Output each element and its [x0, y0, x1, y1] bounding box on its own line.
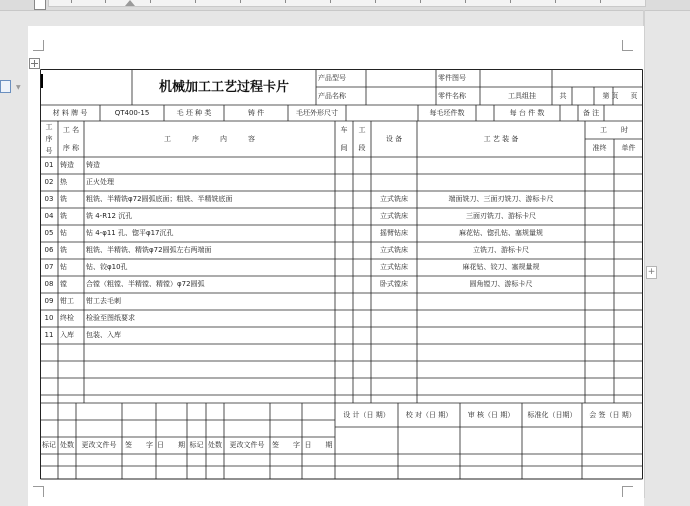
- sign-col-label: 处数: [60, 441, 74, 449]
- col-content: 工 序 内 容: [164, 134, 255, 143]
- blank-dim-label: 毛坯外形尺寸: [296, 108, 338, 117]
- proofread-label: 校 对（日 期）: [405, 410, 453, 419]
- process-no: 08: [44, 280, 54, 288]
- material-grade-label: 材 料 牌 号: [52, 108, 88, 117]
- crop-mark: [33, 40, 44, 51]
- process-equipment: 摇臂钻床: [380, 229, 408, 237]
- blank-type-value: 铸 件: [247, 108, 265, 117]
- process-content: 包装、入库: [86, 331, 121, 339]
- process-tooling: 立铣刀、游标卡尺: [473, 246, 529, 254]
- process-tooling: 麻花钻、铰刀、塞规量规: [462, 263, 540, 271]
- col-section-2: 段: [358, 143, 366, 152]
- remark-label: 备 注: [582, 108, 600, 117]
- col-process-name-1: 工 名: [62, 125, 80, 134]
- process-content: 检验至图纸要求: [86, 314, 135, 322]
- col-man-hours: 工 时: [600, 125, 628, 134]
- col-process-name-2: 序 称: [62, 143, 80, 152]
- process-name: 热: [60, 178, 67, 186]
- process-tooling: [417, 327, 585, 344]
- sign-col-label: 处数: [208, 441, 222, 449]
- document-icon[interactable]: [0, 80, 11, 93]
- process-equipment: 立式铣床: [380, 195, 408, 203]
- part-drawing-no-label: 零件图号: [438, 73, 466, 82]
- process-name: 钻: [60, 229, 67, 237]
- table-move-handle-icon[interactable]: [29, 58, 40, 69]
- sign-col-label: 标记: [189, 441, 204, 449]
- product-model-label: 产品型号: [318, 73, 346, 82]
- process-equipment: 立式钻床: [380, 263, 408, 271]
- col-workshop-1: 车: [340, 125, 348, 134]
- col-process-no-3: 号: [45, 146, 53, 155]
- process-name: 钳工: [60, 297, 74, 305]
- col-section-1: 工: [358, 125, 366, 134]
- process-content: 合镗（粗镗、半精镗、精镗）φ72圆弧: [86, 280, 205, 288]
- process-content: 钻 4-φ11 孔、锪平φ17沉孔: [86, 229, 174, 237]
- part-name-label: 零件名称: [438, 91, 466, 100]
- process-no: 10: [44, 314, 54, 322]
- total-pages-label: 共: [559, 91, 567, 100]
- process-tooling: [417, 310, 585, 327]
- col-process-no-1: 工: [45, 122, 53, 131]
- process-equipment: 立式铣床: [380, 246, 408, 254]
- process-name: 入库: [60, 331, 74, 339]
- process-name: 铣: [60, 246, 67, 254]
- process-no: 02: [44, 178, 54, 186]
- pieces-per-blank-label: 每毛坯件数: [429, 108, 465, 117]
- process-content: 粗铣、半精铣φ72圆弧底面；粗铣、半精铣底面: [86, 195, 233, 203]
- crop-mark: [622, 486, 633, 497]
- process-content: 正火处理: [86, 178, 114, 186]
- product-name-label: 产品名称: [318, 91, 346, 100]
- indent-marker-icon[interactable]: [125, 0, 135, 6]
- process-name: 镗: [60, 280, 67, 288]
- process-tooling: 三面刃铣刀、游标卡尺: [466, 212, 536, 220]
- col-workshop-2: 间: [340, 143, 348, 152]
- blank-type-label: 毛 坯 种 类: [176, 108, 212, 117]
- process-equipment: 立式铣床: [380, 212, 408, 220]
- sign-col-label: 更改文件号: [81, 441, 117, 449]
- process-equipment: 卧式镗床: [380, 280, 408, 288]
- add-column-icon[interactable]: [646, 266, 657, 279]
- design-label: 设 计（日 期）: [343, 410, 390, 419]
- process-no: 05: [44, 229, 54, 237]
- sign-col-label: 日 期: [304, 441, 333, 449]
- col-equipment: 设 备: [385, 134, 403, 143]
- part-name-value: 工具组挂: [508, 91, 536, 100]
- process-tooling: [417, 157, 585, 174]
- process-equipment: [371, 174, 417, 191]
- standardize-label: 标准化（日期）: [527, 410, 577, 419]
- sign-col-label: 日 期: [157, 441, 185, 449]
- process-tooling: 端面铣刀、三面刃铣刀、游标卡尺: [448, 195, 554, 203]
- process-no: 11: [44, 331, 54, 339]
- text-cursor: [41, 74, 43, 88]
- total-pages-unit: 页: [611, 91, 619, 100]
- process-content: 钳工去毛刺: [86, 297, 121, 305]
- process-name: 钻: [60, 263, 67, 271]
- pieces-per-unit-label: 每 台 件 数: [509, 108, 545, 117]
- process-equipment: [371, 310, 417, 327]
- home-icon[interactable]: [34, 0, 46, 10]
- process-name: 终检: [60, 314, 74, 322]
- card-title: 机械加工工艺过程卡片: [158, 79, 289, 95]
- process-no: 03: [44, 195, 54, 203]
- process-no: 01: [44, 161, 54, 169]
- countersign-label: 会 签（日 期）: [589, 410, 636, 419]
- process-card-table: [40, 69, 643, 482]
- process-equipment: [371, 293, 417, 310]
- review-label: 审 核（日 期）: [467, 410, 515, 419]
- process-equipment: [371, 157, 417, 174]
- process-content: 粗铣、半精铣、精铣φ72圆弧左右两端面: [86, 246, 212, 254]
- page-no-unit: 页: [630, 91, 638, 100]
- process-tooling: [417, 293, 585, 310]
- crop-mark: [622, 40, 633, 51]
- process-name: 铣: [60, 212, 67, 220]
- sign-col-label: 签 字: [125, 441, 153, 449]
- col-unit: 单件: [621, 143, 636, 152]
- process-equipment: [371, 327, 417, 344]
- process-content: 钻、铰φ10孔: [86, 263, 128, 271]
- process-no: 09: [44, 297, 54, 305]
- process-name: 铸造: [60, 161, 74, 169]
- process-content: 铣 4-R12 沉孔: [86, 212, 133, 220]
- horizontal-ruler[interactable]: [0, 0, 690, 11]
- process-content: 铸造: [86, 161, 100, 169]
- ruler-track[interactable]: [48, 0, 646, 7]
- crop-mark: [33, 486, 44, 497]
- col-tooling: 工 艺 装 备: [483, 134, 519, 143]
- page-no-label-visible: 第: [602, 91, 610, 100]
- chevron-down-icon[interactable]: ▼: [16, 84, 21, 91]
- process-no: 04: [44, 212, 54, 220]
- sign-col-label: 更改文件号: [229, 441, 265, 449]
- sign-col-label: 签 字: [272, 441, 300, 449]
- process-tooling: 麻花钻、锪孔钻、塞规量规: [459, 229, 543, 237]
- col-process-no-2: 序: [45, 134, 53, 143]
- process-tooling: 圆角镗刀、游标卡尺: [469, 280, 533, 288]
- col-prep: 准终: [592, 143, 607, 152]
- process-name: 铣: [60, 195, 67, 203]
- process-no: 07: [44, 263, 54, 271]
- process-tooling: [417, 174, 585, 191]
- sign-col-label: 标记: [42, 441, 56, 449]
- material-grade-value: QT400-15: [114, 108, 150, 117]
- process-no: 06: [44, 246, 54, 254]
